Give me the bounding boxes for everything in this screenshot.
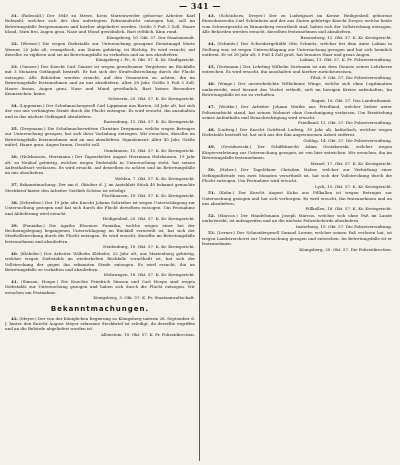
notice-entry <box>5 64 195 102</box>
notice-signature: Goldap, 14. Okt. 57. Die Polizeiverwaltung. <box>303 137 392 143</box>
notice-number: 47. <box>208 104 216 110</box>
notice-entry <box>5 316 195 338</box>
notice-signature: Memel, 17. Okt. 57. K. Kr. Kreisgericht. <box>310 160 392 166</box>
notice-entry <box>5 182 195 198</box>
notice-signature: Königsberg i. Pr., 8. Okt. 57. K. Kr. Stadtgericht. <box>95 57 195 63</box>
notice-text: (Marcus.) Der Handelsmann Joseph Marcus, welcher sich ohne Paß im Lande umhertreibt, ist aufzugreifen und an die nächste Polizeibehörde abzuliefern. <box>202 212 392 224</box>
notice-number: 45. <box>208 64 216 70</box>
notice-text: (Grotzkowski.) Der Schiffsknecht Adam Grotzkowski, welcher wegen Körperverletzung zur Untersuchung gezogen, ist von hier entwichen. Wir ersuchen, ihn im Betretungsfalle festzunehmen. <box>202 144 392 161</box>
notice-signature: Königsberg, 10. Okt. 57. Der Staatsanwalt. <box>106 34 195 40</box>
notice-number: 49. <box>208 144 216 150</box>
notice-number: 39. <box>11 222 19 228</box>
notice-number: 42. <box>11 315 19 321</box>
notice-signature: Rastenburg, 11. Okt. 57. K. Kr. Kreisgericht. <box>103 119 195 125</box>
notice-entry <box>5 13 195 40</box>
notice-number: 44. <box>208 41 216 47</box>
notice-signature: Mohrungen, 18. Okt. 57. K. Kr. Kreisgericht. <box>103 272 195 278</box>
notice-entry <box>5 251 195 278</box>
notice-text: Bekanntmachung. Der am 6. Oktober d. J. im Amtsblatt Stück 40 bekannt gemachte Steckbrief hinter den Arbeiter Gottlieb Schöne ist erledigt. <box>5 182 195 193</box>
notice-text: (Schönborn, Dreyer.) Der zu Ludwigsort im Kreise Heiligenbeil geborene Einwohnersohn Carl Schönborn und der aus Zinten gebürtige Knecht Dreyer, welche beide vom Schwurgericht zu Braunsberg verurtheilt sind, haben sich der Vollstreckung entzogen. Alle Behörden werden ersucht, dieselben festzunehmen und abzuliefern. <box>202 13 392 35</box>
right-column <box>202 13 392 461</box>
notice-entry <box>202 64 392 80</box>
notice-number: 34. <box>11 103 19 109</box>
notice-entry <box>202 190 392 212</box>
notice-number: 40. <box>11 250 19 256</box>
notice-entry <box>202 167 392 189</box>
notice-entry <box>202 213 392 229</box>
notice-entry <box>202 104 392 126</box>
notice-text: (Meyer.) Der von der Königlichen Regierung zu Königsberg unterm 28. September d. J. hinter den Knecht August Meyer erlassene Steckbrief ist erledigt, da derselbe ergriffen und an die Behörde abgeliefert worden ist. <box>5 315 195 332</box>
notice-signature: Lyck, 15. Okt. 57. K. Kr. Kreisgericht. <box>314 183 392 189</box>
notice-text: (Klebeler.) Der Arbeiter Wilhelm Klebeler, 22 Jahr alt, aus Marienburg gebürtig, welcher wegen Diebstahls im wiederholten Rückfalle verurtheilt ist, hat sich der Vollstreckung der gegen ihn erkannten Strafe entzogen. Es wird ersucht, ihn im Betretungsfalle zu verhaften und abzuliefern. <box>5 250 195 272</box>
notice-entry <box>5 103 195 125</box>
notice-text: (Ludwig.) Der Knecht Gottfried Ludwig, 30 Jahr alt, katholisch, welcher wegen Diebstahls bestraft ist, hat sich aus der ihm angewiesenen Arbeit entfernt. <box>202 127 392 138</box>
notice-text: (Simson, Hoepe.) Die Knechte Friedrich Simson und Carl Hoepe sind wegen Diebstahls zur Untersuchung gezogen und haben sich durch die Flucht entzogen. Wir ersuchen um Festnahme. <box>5 278 195 295</box>
notice-number: 38. <box>11 199 19 205</box>
page-number: — 341 — <box>179 1 221 11</box>
notice-entry <box>202 230 392 252</box>
notice-signature: Labiau, 11. Okt. 57. K. Pr. Polizeiverwaltung. <box>299 57 392 63</box>
notice-entry <box>202 127 392 143</box>
notice-signature: Schwerin, 20. Okt. 57. K. Kr. Kreisgericht. <box>108 96 195 102</box>
notice-entry <box>5 154 195 181</box>
notice-signature: Fischhausen, 19. Okt. 57. K. Kr. Kreisgericht. <box>101 193 195 199</box>
notice-number: 32. <box>11 41 19 47</box>
notice-text: (Ganzer.) Der Knecht Carl Ganzer ist wegen gewaltsamer Vergehens im Rückfalle mit 3 Monaten Gefängniß bestraft. Er hat sich der Strafvollstreckung durch die Flucht entzogen. Alle Behörden werden ersucht, auf den Genannten zu achten, ihn im Betretungsfalle festzunehmen und an uns abzuliefern. Alter 28 Jahr, Größe 5 Fuß 5 Zoll, Haare braun, Augen grau, Nase und Mund gewöhnlich, Bart keiner. Besondere Kennzeichen: keine. <box>5 64 195 97</box>
text-columns <box>5 13 395 461</box>
notice-number: 51. <box>208 190 216 196</box>
notice-number: 53. <box>208 230 216 236</box>
notice-text: (Lippmann.) Der Schuhmachergesell Carl Lippmann aus Barten, 24 Jahr alt, hat sich der von uns verhängten Strafe durch die Flucht entzogen. Es wird ersucht, ihn anzuhalten und in das nächste Gefängniß abzuliefern. <box>5 103 195 119</box>
section-heading: Bekanntmachungen. <box>50 304 150 313</box>
notice-number: 35. <box>11 125 19 131</box>
notice-text: (Vortmann.) Der Lehrling Wilhelm Vortmann ist aus dem Dienste seines Lehrherrn entwichen. Es wird ersucht, ihn anzuhalten und hierher zurückzuweisen. <box>202 64 392 75</box>
notice-entry <box>5 41 195 63</box>
notice-signature: Friedland, 13. Okt. 57. Die Polizeiverwaltung. <box>297 120 392 126</box>
notice-text: (Holzhausen, Herrmann.) Der Tagearbeiter August Herrmann Holzhausen, 19 Jahr alt, zu Neuhof gebürtig, welcher wegen Diebstahls in Untersuchung steht, hat seinen Aufenthaltsort verlassen. Es wird ersucht, auf denselben zu achten und im Betretungsfalle an uns abzuliefern. <box>5 154 195 176</box>
notice-text: (Woitke.) Der Arbeiter Johann Woitke aus Friedland, welcher bisher unter Polizeiaufsicht stand, hat seinen Wohnort ohne Genehmigung verlassen. Um Ermittelung seines Aufenthalts und Benachrichtigung wird ersucht. <box>202 104 392 121</box>
notice-number: 52. <box>208 212 216 218</box>
notice-signature: Wehlau, 7. Okt. 57. K. Kr. Kreisgericht. <box>115 175 195 181</box>
notice-signature: Pillkallen, 18. Okt. 57. K. Kr. Kreisgericht. <box>305 206 392 212</box>
notice-signature: Allenstein, 10. Okt. 57. K. Pr. Polizeidirection. <box>100 331 195 337</box>
notice-entry <box>5 279 195 301</box>
notice-text: (Winge.) Der unverehelichte Wilhelmine Winge, welche sich ohne Legitimation umhertreibt, wird hiermit das Verbot ertheilt, sich im hiesigen Kreise aufzuhalten. Im Betretungsfalle ist sie zu verhaften. <box>202 81 392 98</box>
notice-signature: Neidenburg, 10. Okt. 57. K. Kr. Kreisgericht. <box>103 244 195 250</box>
notice-text: (Rohwald.) Der 1840 zu Mewe, Kreis Marienwerder geborene Arbeiter Karl Rohwald, welcher sich der ihm auferlegten Polizeiaufsicht entzogen hat, soll im Betretungsfalle festgenommen und hierher abgeliefert werden. Größe 5 Fuß 3 Zoll, Haare blond, Stirn frei, Augen grau, Nase und Mund gewöhnlich, Bart röthlich, Kinn rund. <box>5 13 195 35</box>
notice-number: 36. <box>11 154 19 160</box>
notice-entry <box>202 41 392 63</box>
notice-signature: Königsberg, 3. Okt. 57. K. Pr. Staatsanwaltschaft. <box>93 295 195 301</box>
notice-text: (Haber.) Der Tagelöhner Christian Haber, welcher zur Verbüßung einer Gefängnißstrafe von zwei Monaten verurtheilt ist, hat sich der Vollstreckung durch die Flucht entzogen. Um Festnahme wird ersucht. <box>202 167 392 184</box>
notice-number: 33. <box>11 64 19 70</box>
notice-signature: Tilsit, 9. Okt. 57. Die Polizeiverwaltung. <box>310 74 392 80</box>
notice-number: 50. <box>208 167 216 173</box>
notice-number: 46. <box>208 81 216 87</box>
notice-signature: Gumbinnen, 15. Okt. 57. K. Kr. Kreisgericht. <box>103 147 195 153</box>
notice-entry <box>202 81 392 103</box>
notice-signature: Ragnit, 16. Okt. 57. Das Landrathsamt. <box>311 97 392 103</box>
notice-signature: Königsberg, 20. Okt. 57. Die Polizeidirection. <box>299 246 392 252</box>
notice-number: 43. <box>208 13 216 18</box>
notice-signature: Braunsberg, 12. Okt. 57. K. Kr. Kreisgericht. <box>300 34 392 40</box>
notice-number: 41. <box>11 278 19 284</box>
notice-entry <box>5 200 195 222</box>
notice-signature: Heiligenbeil, 20. Okt. 57. K. Kr. Kreisgericht. <box>102 215 195 221</box>
notice-text: (Kuhn.) Der Knecht August Kuhn aus Pillkallen ist wegen Betruges zur Untersuchung gezogen und hat sich verborgen. Es wird ersucht, ihn festzunehmen und an uns abzuliefern. <box>202 190 392 206</box>
notice-text: (Schmitz.) Der Schreibergehülfe Otto Schmitz, welcher bei dem Amte Labiau in Stellung war, ist wegen Unterschlagung zur Untersuchung gezogen und hat sich heimlich entfernt. Er ist 26 Jahr alt, 5 Fuß 4 Zoll groß, hat braunes Haar und graue Augen. <box>202 41 392 58</box>
notice-text: (Dreymann.) Die Schuhmacherwittwe Christine Dreymann, welche wegen Betruges zur Untersuchung gezogen, hat sich ihrer Vorladung entzogen. Wir ersuchen, dieselbe im Betretungsfalle festzunehmen und an uns abzuliefern. Signalement: Alter 45 Jahr, Größe mittel, Haare grau, Augen braun, Gesicht voll. <box>5 125 195 148</box>
column-divider <box>199 13 200 461</box>
left-column <box>5 13 195 461</box>
notice-text: (Lerner.) Der Schneidergesell Samuel Lerner, welcher seinen Paß verloren hat, ist wegen Landstreicherei zur Untersuchung gezogen und entwichen. Im Betretungsfalle ist er festzunehmen. <box>202 230 392 247</box>
notice-text: (Schreiber.) Der 19 Jahr alte Knecht Johann Schreiber ist wegen Unterschlagung zur Untersuchung gezogen und hat sich durch die Flucht derselben entzogen. Um Festnahme und Ablieferung wird ersucht. <box>5 199 195 216</box>
notice-entry <box>5 126 195 153</box>
notice-entry <box>5 223 195 250</box>
notice-number: 31. <box>11 13 19 18</box>
notice-entry <box>202 13 392 40</box>
notice-text: (Poniatka.) Die Agathe Eleonore Poniatka, welche wegen einer bei der Rechnungslegung begangenen Unterschlagung im Rückfall verurteilt ist, hat sich der Strafvollstreckung durch die Flucht entzogen. Es wird ersucht, dieselbe im Betretungsfalle festzunehmen und abzuliefern. <box>5 222 195 244</box>
notice-entry <box>202 144 392 166</box>
notice-number: 37. <box>11 182 19 188</box>
notice-signature: Insterburg, 19. Okt. 57. Die Polizeiverwaltung. <box>295 223 392 229</box>
notice-number: 48. <box>208 127 216 133</box>
notice-text: (Werner.) Die wegen Diebstahls zur Untersuchung gezogene Dienstmagd Marie Werner, 25 Jahr alt, evangelisch, aus Zinten gebürtig, ist flüchtig. Es wird ersucht, auf dieselbe zu vigiliren und sie im Betretungsfalle zu verhaften und an uns abzuliefern. <box>5 41 195 58</box>
